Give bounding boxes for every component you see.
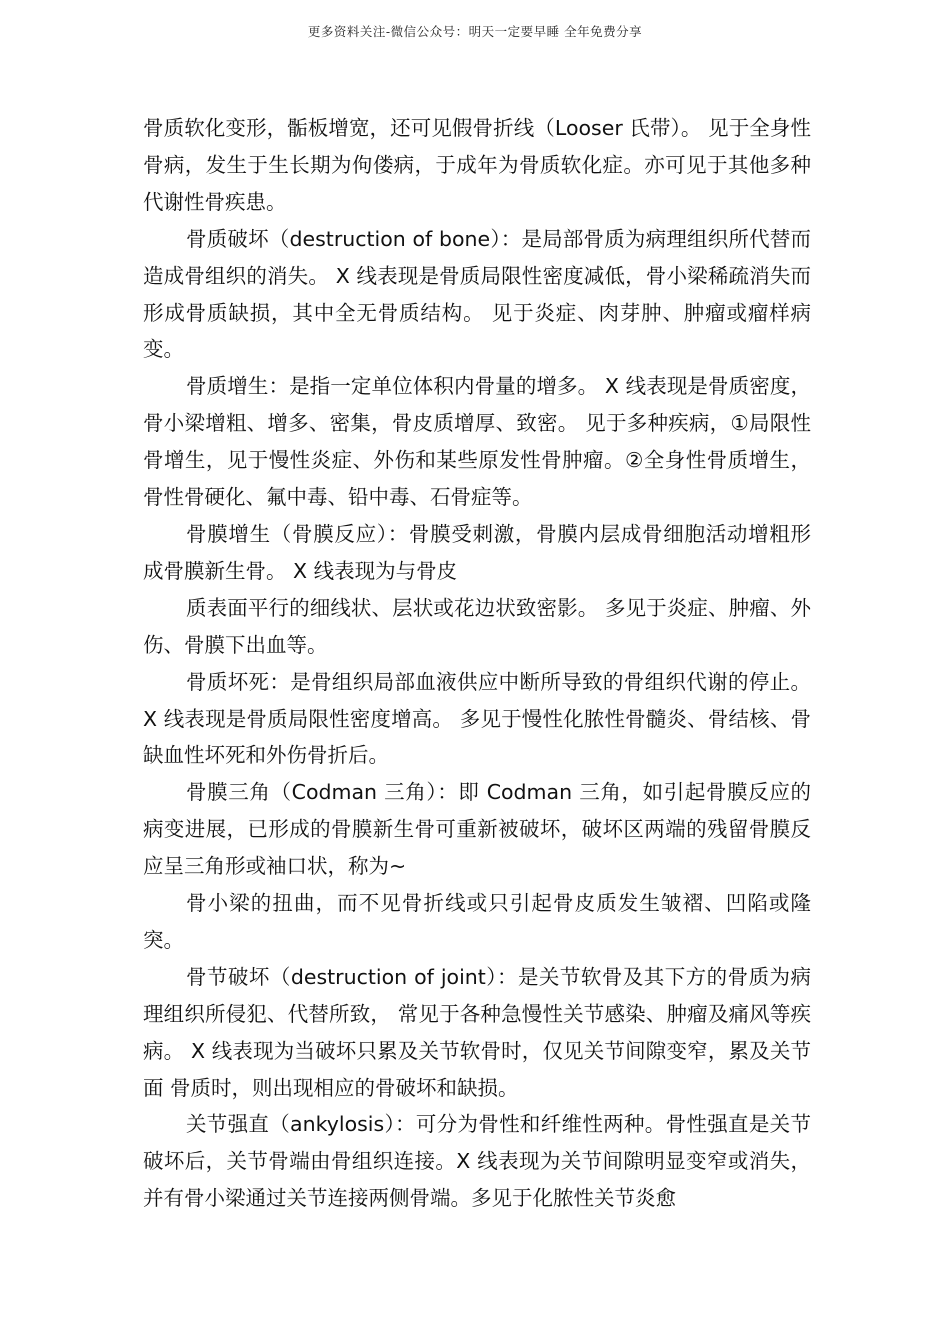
paragraph-bone-hyperplasia: 骨质增生：是指一定单位体积内骨量的增多。 X 线表现是骨质密度，骨小梁增粗、增多、密集，骨皮质增厚、致密。 见于多种疾病，①局限性骨增生，见于慢性炎症、外伤和某些原发性骨肿瘤。②全身性骨质增生，骨性骨硬化、氟中毒、铅中毒、石骨症等。 xyxy=(143,374,811,510)
paragraph-trabecular-twist: 骨小梁的扭曲，而不见骨折线或只引起骨皮质发生皱褶、凹陷或隆突。 xyxy=(143,891,811,952)
paragraph-ankylosis: 关节强直（ankylosis）：可分为骨性和纤维性两种。骨性强直是关节破坏后，关节骨端由骨组织连接。X 线表现为关节间隙明显变窄或消失，并有骨小梁通过关节连接两侧骨端。多见于化脓性关节炎愈 xyxy=(143,1112,811,1211)
paragraph-joint-destruction: 骨节破坏（destruction of joint）：是关节软骨及其下方的骨质为病理组织所侵犯、代替所致， 常见于各种急慢性关节感染、肿瘤及痛风等疾病。 X 线表现为当破坏只累及关节软骨时，仅见关节间隙变窄，累及关节面 骨质时，则出现相应的骨破坏和缺损。 xyxy=(143,964,811,1100)
paragraph-periosteal-reaction: 骨膜增生（骨膜反应）：骨膜受刺激，骨膜内层成骨细胞活动增粗形成骨膜新生骨。 X 线表现为与骨皮 xyxy=(143,521,811,583)
paragraph-bone-destruction: 骨质破坏（destruction of bone）：是局部骨质为病理组织所代替而造成骨组织的消失。 X 线表现是骨质局限性密度减低，骨小梁稀疏消失而形成骨质缺损，其中全无骨质结构。 见于炎症、肉芽肿、肿瘤或瘤样病变。 xyxy=(143,226,811,362)
paragraph-periosteal-reaction-cont: 质表面平行的细线状、层状或花边状致密影。 多见于炎症、肿瘤、外伤、骨膜下出血等。 xyxy=(143,595,811,657)
paragraph-bone-softening: 骨质软化变形，骺板增宽，还可见假骨折线（Looser 氏带）。 见于全身性骨病，发生于生长期为佝偻病，于成年为骨质软化症。亦可见于其他多种代谢性骨疾患。 xyxy=(143,116,811,214)
document-body xyxy=(143,110,811,1217)
paragraph-bone-necrosis: 骨质坏死：是骨组织局部血液供应中断所导致的骨组织代谢的停止。 X 线表现是骨质局限性密度增高。 多见于慢性化脓性骨髓炎、骨结核、骨缺血性坏死和外伤骨折后。 xyxy=(143,669,811,768)
page-header: 更多资料关注-微信公众号：明天一定要早睡 全年免费分享 xyxy=(307,24,643,39)
paragraph-codman-triangle: 骨膜三角（Codman 三角）：即 Codman 三角，如引起骨膜反应的病变进展，已形成的骨膜新生骨可重新被破坏，破坏区两端的残留骨膜反应呈三角形或袖口状，称为~ xyxy=(143,780,811,879)
